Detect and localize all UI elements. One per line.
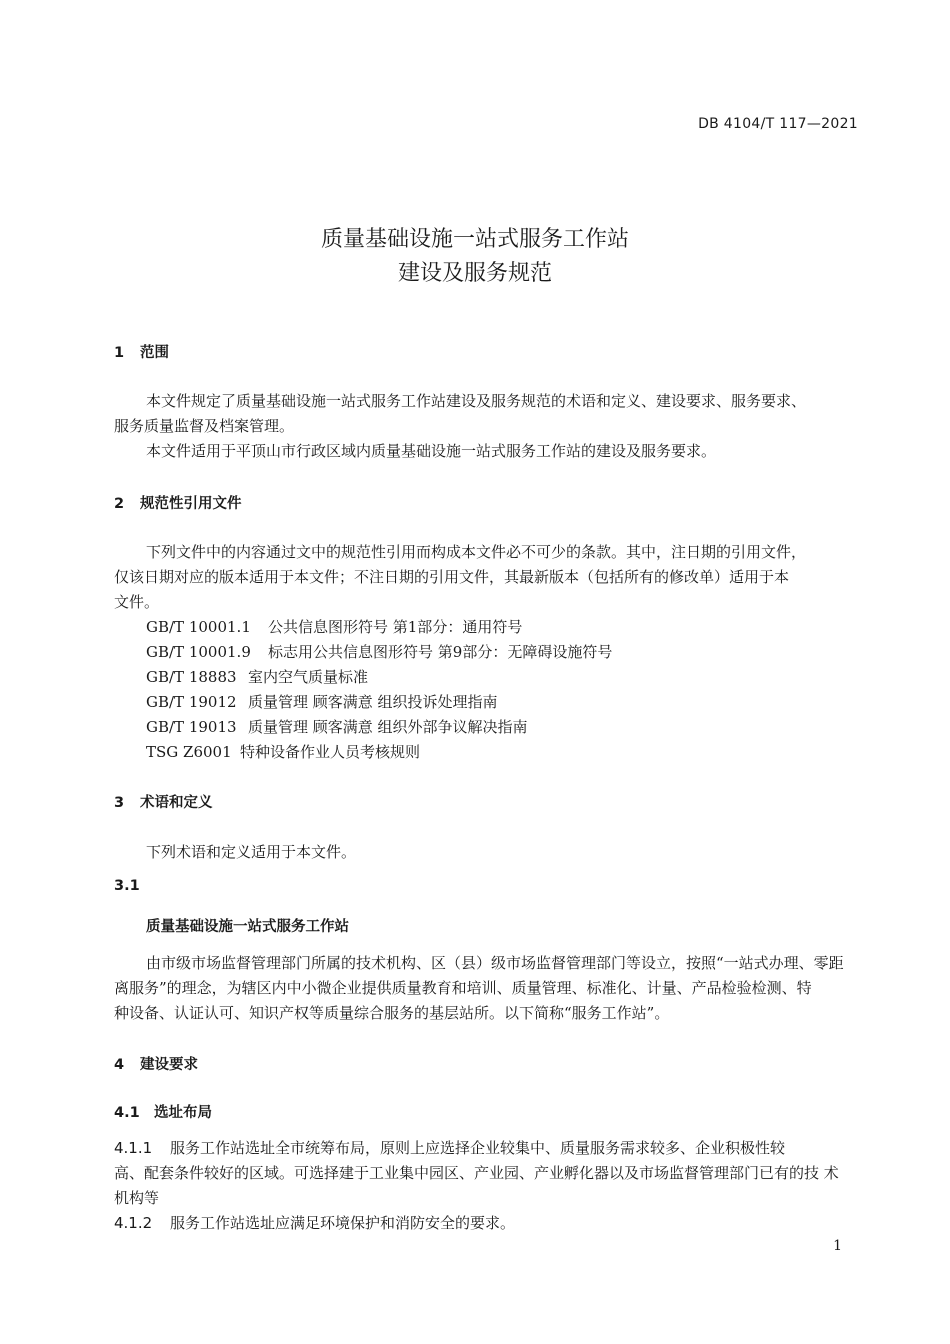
- reference-title: 公共信息图形符号 第1部分：通用符号: [268, 618, 523, 636]
- section-number: 1: [114, 345, 125, 361]
- clause-number: 4.1.2: [114, 1214, 153, 1232]
- section-number: 3: [114, 795, 125, 811]
- clause-continuation: 机构等: [114, 1189, 160, 1207]
- section-4-heading: [114, 1053, 198, 1074]
- reference-title: 室内空气质量标准: [248, 668, 369, 686]
- reference-title: 质量管理 顾客满意 组织外部争议解决指南: [248, 718, 528, 736]
- page-number: 1: [833, 1238, 842, 1254]
- document-title-line1: 质量基础设施一站式服务工作站: [320, 227, 629, 252]
- paragraph: 下列术语和定义适用于本文件。: [146, 843, 357, 861]
- section-number: 4: [114, 1057, 125, 1073]
- reference-code: GB/T 10001.1: [146, 618, 251, 636]
- reference-title: 特种设备作业人员考核规则: [240, 743, 421, 761]
- subsection-title: 选址布局: [154, 1105, 212, 1121]
- clause-continuation: 高、配套条件较好的区域。可选择建于工业集中园区、产业园、产业孵化器以及市场监督管理部门已有的技 术: [114, 1164, 839, 1182]
- normative-reference: [146, 691, 498, 712]
- clause-text: 服务工作站选址全市统筹布局，原则上应选择企业较集中、质量服务需求较多、企业积极性较: [170, 1139, 786, 1157]
- reference-code: GB/T 10001.9: [146, 643, 251, 661]
- term-name: 质量基础设施一站式服务工作站: [146, 919, 349, 935]
- document-title-line2: 建设及服务规范: [397, 261, 552, 286]
- clause-4-1-1: [114, 1137, 785, 1158]
- normative-reference: [146, 616, 522, 637]
- term-definition-continuation: 离服务”的理念，为辖区内中小微企业提供质量教育和培训、质量管理、标准化、计量、产品检验检测、特: [114, 979, 812, 997]
- normative-reference: [146, 666, 368, 687]
- clause-text: 服务工作站选址应满足环境保护和消防安全的要求。: [170, 1214, 516, 1232]
- term-number: 3.1: [114, 878, 140, 894]
- paragraph-continuation: 服务质量监督及档案管理。: [114, 417, 295, 435]
- normative-reference: [146, 741, 420, 762]
- paragraph: 本文件适用于平顶山市行政区域内质量基础设施一站式服务工作站的建设及服务要求。: [146, 442, 717, 460]
- paragraph-continuation: 仅该日期对应的版本适用于本文件；不注日期的引用文件，其最新版本（包括所有的修改单）适用于本: [114, 568, 790, 586]
- paragraph: 本文件规定了质量基础设施一站式服务工作站建设及服务规范的术语和定义、建设要求、服务要求、: [146, 392, 807, 410]
- reference-title: 质量管理 顾客满意 组织投诉处理指南: [248, 693, 498, 711]
- section-2-heading: [114, 492, 242, 513]
- subsection-heading: [114, 1101, 212, 1122]
- section-title: 规范性引用文件: [140, 496, 242, 512]
- subsection-number: 4.1: [114, 1105, 140, 1121]
- reference-code: GB/T 19012: [146, 693, 237, 711]
- section-1-heading: [114, 341, 169, 362]
- section-number: 2: [114, 496, 125, 512]
- term-definition: 由市级市场监督管理部门所属的技术机构、区（县）级市场监督管理部门等设立，按照“一站式办理、零距: [146, 954, 844, 972]
- reference-title: 标志用公共信息图形符号 第9部分：无障碍设施符号: [268, 643, 613, 661]
- section-title: 术语和定义: [140, 795, 213, 811]
- reference-code: GB/T 18883: [146, 668, 237, 686]
- reference-code: GB/T 19013: [146, 718, 237, 736]
- reference-code: TSG Z6001: [146, 743, 232, 761]
- paragraph: 下列文件中的内容通过文中的规范性引用而构成本文件必不可少的条款。其中，注日期的引用文件，: [146, 543, 807, 561]
- section-3-heading: [114, 791, 213, 812]
- clause-number: 4.1.1: [114, 1139, 153, 1157]
- normative-reference: [146, 641, 612, 662]
- normative-reference: [146, 716, 528, 737]
- section-title: 范围: [140, 345, 169, 361]
- term-definition-continuation: 种设备、认证认可、知识产权等质量综合服务的基层站所。以下简称“服务工作站”。: [114, 1004, 670, 1022]
- paragraph-continuation: 文件。: [114, 593, 160, 611]
- document-code: DB 4104/T 117—2021: [698, 116, 858, 132]
- clause-4-1-2: [114, 1212, 515, 1233]
- section-title: 建设要求: [140, 1057, 198, 1073]
